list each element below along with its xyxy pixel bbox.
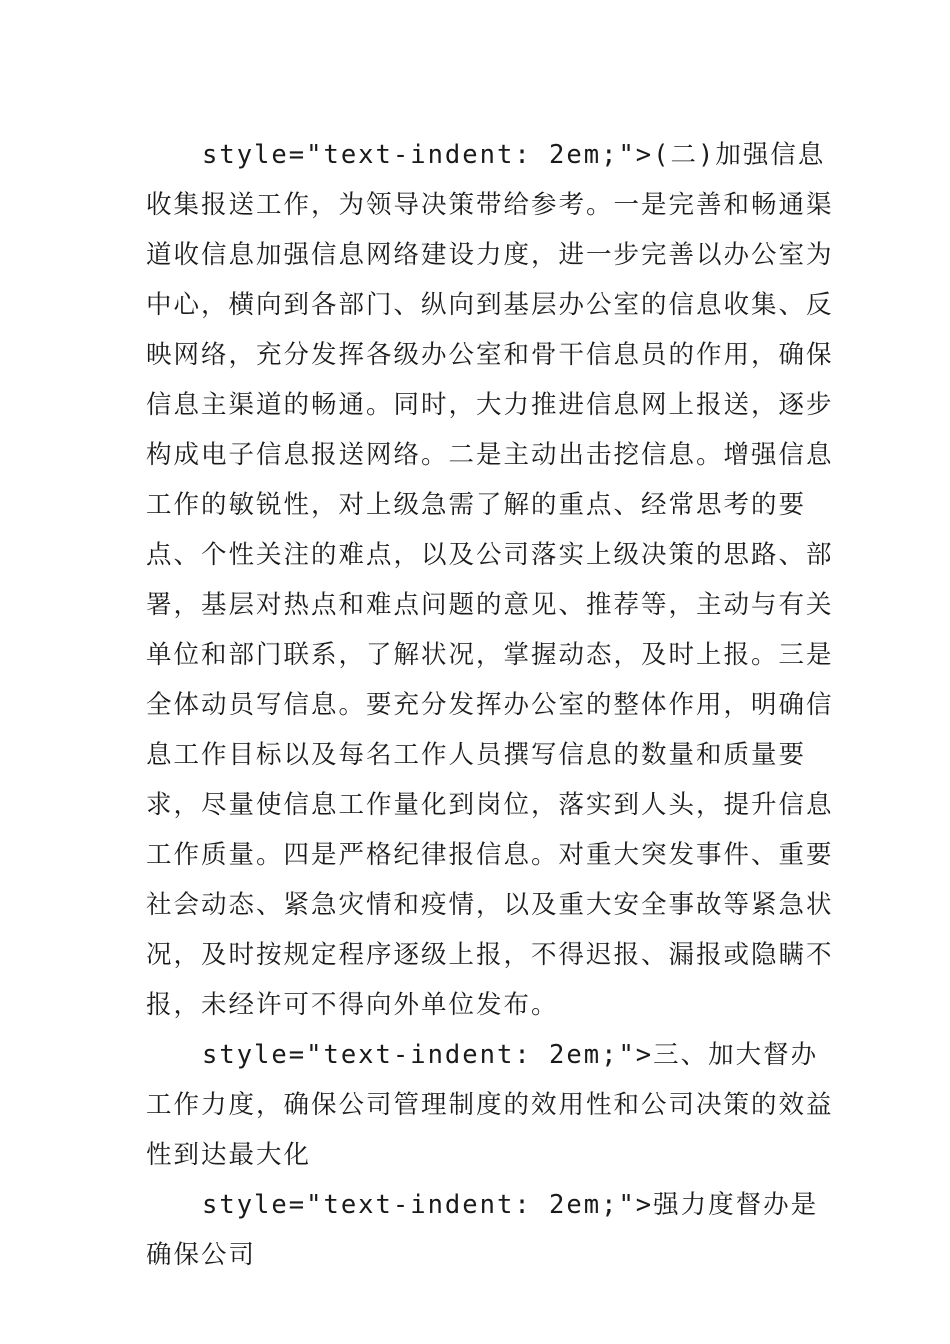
paragraph-supervision-heading: style="text-indent: 2em;">三、加大督办工作力度，确保公司管理制度的效用性和公司决策的效益性到达最大化: [146, 1040, 834, 1170]
paragraph-supervision-body: style="text-indent: 2em;">强力度督办是确保公司: [146, 1190, 819, 1270]
document-body: [146, 130, 836, 1280]
paragraph-info-collection: style="text-indent: 2em;">(二)加强信息收集报送工作，为领导决策带给参考。一是完善和畅通渠道收信息加强信息网络建设力度，进一步完善以办公室为中心，横向到各部门、纵向到基层办公室的信息收集、反映网络，充分发挥各级办公室和骨干信息员的作用，确保信息主渠道的畅通。同时，大力推进信息网上报送，逐步构成电子信息报送网络。二是主动出击挖信息。增强信息工作的敏锐性，对上级急需了解的重点、经常思考的要点、个性关注的难点，以及公司落实上级决策的思路、部署，基层对热点和难点问题的意见、推荐等，主动与有关单位和部门联系，了解状况，掌握动态，及时上报。三是全体动员写信息。要充分发挥办公室的整体作用，明确信息工作目标以及每名工作人员撰写信息的数量和质量要求，尽量使信息工作量化到岗位，落实到人头，提升信息工作质量。四是严格纪律报信息。对重大突发事件、重要社会动态、紧急灾情和疫情，以及重大安全事故等紧急状况，及时按规定程序逐级上报，不得迟报、漏报或隐瞒不报，未经许可不得向外单位发布。: [146, 140, 834, 1020]
